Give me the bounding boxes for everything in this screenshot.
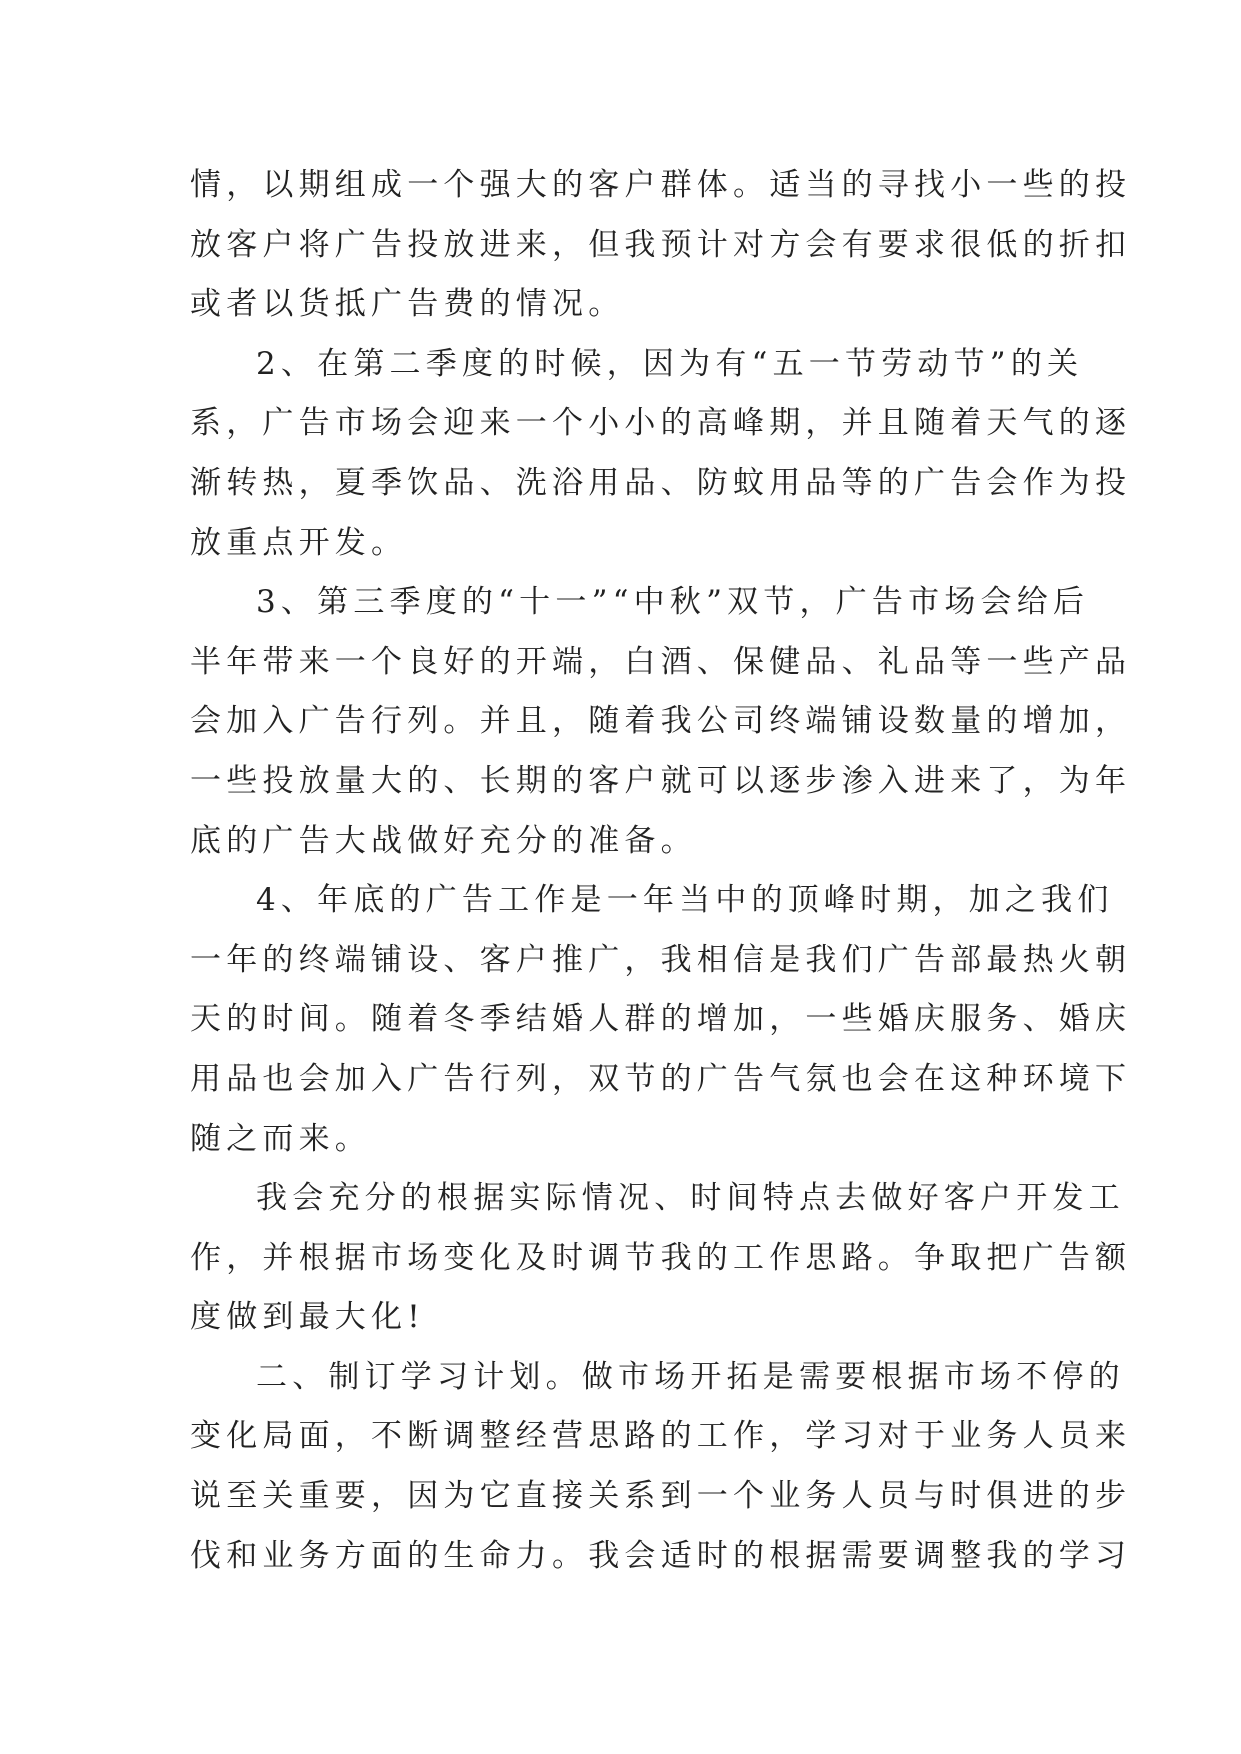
text-line: 变化局面，不断调整经营思路的工作，学习对于业务人员来	[190, 1418, 1132, 1455]
paragraph-summary	[190, 1169, 1132, 1348]
text-line: 二、制订学习计划。做市场开拓是需要根据市场不停的	[256, 1358, 1125, 1395]
text-line: 放客户将广告投放进来，但我预计对方会有要求很低的折扣	[190, 226, 1132, 263]
text-line: 我会充分的根据实际情况、时间特点去做好客户开发工	[256, 1180, 1125, 1217]
text-line: 伐和业务方面的生命力。我会适时的根据需要调整我的学习	[190, 1537, 1132, 1574]
text-line: 一年的终端铺设、客户推广，我相信是我们广告部最热火朝	[190, 941, 1132, 978]
paragraph-item-3	[190, 573, 1132, 871]
paragraph-item-4	[190, 871, 1132, 1169]
text-line: 半年带来一个良好的开端，白酒、保健品、礼品等一些产品	[190, 643, 1132, 680]
text-line: 2、在第二季度的时候，因为有“五一节劳动节”的关	[256, 345, 1084, 382]
paragraph-continuation	[190, 156, 1132, 335]
text-line: 或者以货抵广告费的情况。	[190, 286, 625, 323]
text-line: 用品也会加入广告行列，双节的广告气氛也会在这种环境下	[190, 1060, 1132, 1097]
text-line: 系，广告市场会迎来一个小小的高峰期，并且随着天气的逐	[190, 405, 1132, 442]
text-line: 放重点开发。	[190, 524, 408, 561]
paragraph-item-2	[190, 335, 1132, 573]
text-line: 3、第三季度的“十一”“中秋”双节，广告市场会给后	[256, 584, 1090, 621]
text-line: 渐转热，夏季饮品、洗浴用品、防蚊用品等的广告会作为投	[190, 464, 1132, 501]
text-line: 度做到最大化!	[190, 1299, 425, 1336]
text-line: 情，以期组成一个强大的客户群体。适当的寻找小一些的投	[190, 167, 1132, 203]
document-page	[190, 156, 1132, 1586]
text-line: 作，并根据市场变化及时调节我的工作思路。争取把广告额	[190, 1239, 1132, 1276]
text-line: 4、年底的广告工作是一年当中的顶峰时期，加之我们	[256, 882, 1114, 919]
text-line: 底的广告大战做好充分的准备。	[190, 822, 697, 859]
text-line: 天的时间。随着冬季结婚人群的增加，一些婚庆服务、婚庆	[190, 1001, 1132, 1038]
paragraph-study-plan	[190, 1348, 1132, 1586]
text-line: 一些投放量大的、长期的客户就可以逐步渗入进来了，为年	[190, 762, 1132, 799]
text-line: 随之而来。	[190, 1120, 371, 1157]
text-line: 说至关重要，因为它直接关系到一个业务人员与时俱进的步	[190, 1478, 1132, 1515]
text-line: 会加入广告行列。并且，随着我公司终端铺设数量的增加，	[190, 703, 1132, 740]
